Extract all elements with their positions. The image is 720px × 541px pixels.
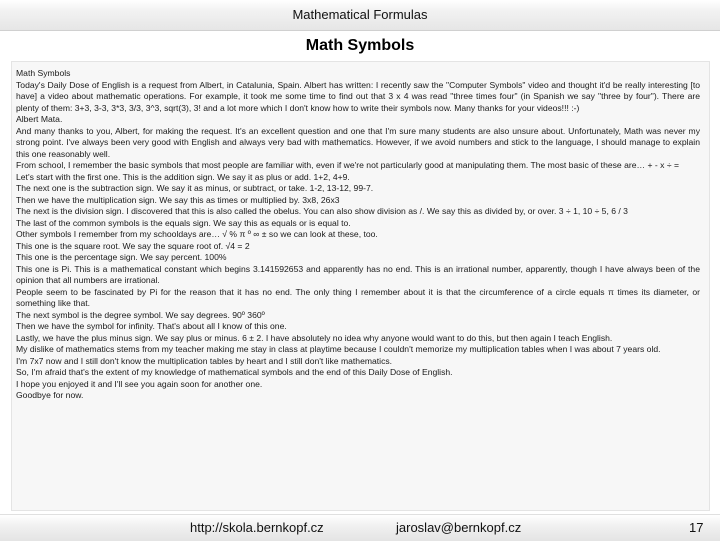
body-paragraph: Today's Daily Dose of English is a request from Albert, in Catalunia, Spain. Albert has written: I recently saw the "Computer Symbols" video and thought it'd be really interesting [to have] a video about mathematic operations. For example, it took me some time to find out that 3 x 4 was read "three times four" (in Spanish we say "three by four"). There are plenty of them: 3+3, 3-3, 3*3, 3/3, 3^3, sqrt(3), 3! and a lot more which I don't know how to write their symbols now. Many thanks for your videos!!! :-): [16, 79, 700, 113]
footer-band: [0, 514, 720, 541]
body-paragraph: The last of the common symbols is the equals sign. We say this as equals or is equal to.: [16, 217, 351, 228]
header-title: Mathematical Formulas: [292, 7, 428, 22]
body-paragraph: This one is Pi. This is a mathematical constant which begins 3.141592653 and apparently has no end. This is an irrational number, apparently, though I have always been of the opinion that all numbers are irrational.: [16, 263, 700, 286]
body-paragraph: The next one is the subtraction sign. We say it as minus, or subtract, or take. 1-2, 13-12, 99-7.: [16, 183, 374, 194]
body-paragraph: Math Symbols: [16, 68, 71, 78]
body-paragraph: Then we have the multiplication sign. We say this as times or multiplied by. 3x8, 26x3: [16, 194, 340, 205]
body-paragraph: I'm 7x7 now and I still don't know the multiplication tables by heart and I still don't like mathematics.: [16, 355, 393, 366]
footer-email-link[interactable]: jaroslav@bernkopf.cz: [396, 520, 522, 535]
body-paragraph: So, I'm afraid that's the extent of my knowledge of mathematical symbols and the end of this Daily Dose of English.: [16, 367, 453, 378]
body-paragraph: The next symbol is the degree symbol. We say degrees. 90º 360º: [16, 309, 265, 320]
body-paragraph: Goodbye for now.: [16, 390, 84, 401]
body-paragraph: From school, I remember the basic symbols that most people are familiar with, even if we're not particularly good at manipulating them. The most basic of these are… + - x ÷ =: [16, 160, 679, 171]
body-paragraph: Let's start with the first one. This is the addition sign. We say it as plus or add. 1+2, 4+9.: [16, 171, 350, 182]
body-paragraph: Then we have the symbol for infinity. That's about all I know of this one.: [16, 321, 287, 332]
body-paragraph: The next is the division sign. I discovered that this is also called the obelus. You can also show division as /. We say this as divided by, or over. 3 ÷ 1, 10 ÷ 5, 6 / 3: [16, 206, 628, 217]
body-paragraph: This one is the square root. We say the square root of. √4 = 2: [16, 240, 250, 251]
body-paragraph: My dislike of mathematics stems from my teacher making me stay in class at playtime because I couldn't memorize my multiplication tables when I was about 7 years old.: [16, 344, 661, 355]
body-paragraph: This one is the percentage sign. We say percent. 100%: [16, 252, 227, 263]
footer-url-link[interactable]: http://skola.bernkopf.cz: [190, 520, 324, 535]
body-paragraph: People seem to be fascinated by Pi for the reason that it has no end. The only thing I remember about it is that the circumference of a circle equals π times its diameter, or something like that.: [16, 286, 700, 309]
page-number: 17: [689, 520, 704, 535]
body-paragraph: Lastly, we have the plus minus sign. We say plus or minus. 6 ± 2. I have absolutely no idea why anyone would want to do this, but then again I teach English.: [16, 332, 613, 343]
body-paragraph: Albert Mata.: [16, 114, 63, 125]
body-paragraph: I hope you enjoyed it and I'll see you again soon for another one.: [16, 378, 263, 389]
slide-body: [16, 68, 700, 402]
slide-title: Math Symbols: [305, 37, 415, 54]
body-paragraph: And many thanks to you, Albert, for making the request. It's an excellent question and one that I'm sure many students are also unsure about. Unfortunately, Math was never my strong point. I've always been very good with English and always very bad with mathematics. However, if we avoid numbers and stick to the language, I should manage to explain this one reasonably well.: [16, 125, 700, 159]
body-paragraph: Other symbols I remember from my schooldays are… √ % π º ∞ ± so we can look at these, too.: [16, 229, 378, 240]
